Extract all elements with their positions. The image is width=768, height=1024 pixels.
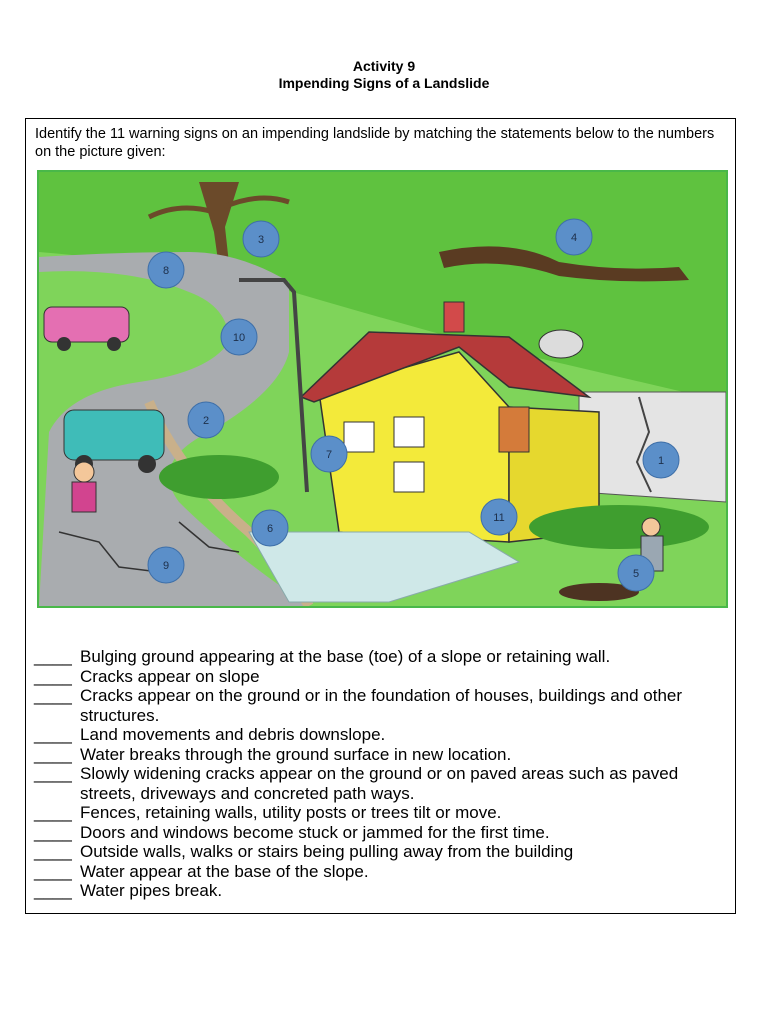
statement-item <box>34 803 734 823</box>
statement-text: Bulging ground appearing at the base (toe) of a slope or retaining wall. <box>80 647 611 666</box>
answer-blank[interactable]: ____ <box>34 822 72 842</box>
marker-label: 6 <box>266 523 274 535</box>
hedge-right <box>529 505 709 549</box>
marker-2 <box>188 402 224 438</box>
answer-blank[interactable]: ____ <box>34 803 72 822</box>
statement-text: Outside walls, walks or stairs being pulling away from the building <box>80 842 574 861</box>
answer-blank[interactable]: ____ <box>34 842 72 861</box>
door <box>499 407 529 452</box>
window-low <box>394 462 424 492</box>
answer-blank[interactable]: ____ <box>34 686 72 705</box>
statement-item <box>34 667 734 687</box>
statement-item <box>34 823 734 843</box>
statement-text: Fences, retaining walls, utility posts or trees tilt or move. <box>80 803 502 822</box>
marker-8 <box>148 252 184 288</box>
page-title: Impending Signs of a Landslide <box>278 75 490 91</box>
worker-head <box>642 518 660 536</box>
marker-11 <box>481 499 517 535</box>
activity-box <box>25 118 736 914</box>
marker-label: 3 <box>257 234 265 246</box>
teal-car <box>64 410 164 460</box>
statement-item <box>34 686 734 725</box>
statement-text: Water pipes break. <box>80 881 223 900</box>
marker-label: 1 <box>657 455 665 467</box>
child-body <box>72 482 96 512</box>
statement-item <box>34 647 734 667</box>
statement-list <box>34 647 734 901</box>
answer-blank[interactable]: ____ <box>34 861 72 881</box>
window-right <box>394 417 424 447</box>
window-left <box>344 422 374 452</box>
marker-label: 9 <box>162 560 170 572</box>
marker-1 <box>643 442 679 478</box>
marker-7 <box>311 436 347 472</box>
statement-text: Water appear at the base of the slope. <box>80 861 369 881</box>
landslide-illustration <box>37 170 728 608</box>
satellite-dish <box>539 330 583 358</box>
statement-text: Cracks appear on the ground or in the foundation of houses, buildings and other structures. <box>80 686 683 725</box>
statement-text: Water breaks through the ground surface in new location. <box>80 744 512 764</box>
statement-text: Slowly widening cracks appear on the ground or on paved areas such as paved streets, driveways and concreted path ways. <box>80 764 679 803</box>
marker-5 <box>618 555 654 591</box>
statement-text: Cracks appear on slope <box>80 666 260 686</box>
chimney <box>444 302 464 332</box>
marker-label: 11 <box>493 512 505 524</box>
statement-item <box>34 862 734 882</box>
child-head <box>74 462 94 482</box>
car-wheel <box>138 455 156 473</box>
answer-blank[interactable]: ____ <box>34 666 72 686</box>
answer-blank[interactable]: ____ <box>34 725 72 744</box>
answer-blank[interactable]: ____ <box>34 764 72 783</box>
answer-blank[interactable]: ____ <box>34 744 72 764</box>
hedge-left <box>159 455 279 499</box>
activity-number: Activity 9 <box>352 58 416 74</box>
answer-blank[interactable]: ____ <box>34 647 72 666</box>
marker-3 <box>243 221 279 257</box>
marker-label: 7 <box>325 449 333 461</box>
marker-9 <box>148 547 184 583</box>
marker-label: 4 <box>570 232 578 244</box>
statement-item <box>34 725 734 745</box>
marker-label: 10 <box>232 332 246 344</box>
instructions: Identify the 11 warning signs on an impending landslide by matching the statements below to the numbers on the picture given: <box>35 126 715 160</box>
marker-6 <box>252 510 288 546</box>
marker-10 <box>221 319 257 355</box>
van-wheel <box>57 337 71 351</box>
marker-label: 8 <box>162 265 170 277</box>
statement-item <box>34 745 734 765</box>
statement-text: Land movements and debris downslope. <box>80 725 386 744</box>
answer-blank[interactable]: ____ <box>34 881 72 900</box>
marker-label: 2 <box>202 415 210 427</box>
statement-text: Doors and windows become stuck or jammed for the first time. <box>80 822 550 842</box>
statement-item <box>34 881 734 901</box>
van-wheel <box>107 337 121 351</box>
statement-item <box>34 842 734 862</box>
statement-item <box>34 764 734 803</box>
pink-van <box>44 307 129 342</box>
marker-4 <box>556 219 592 255</box>
marker-label: 5 <box>632 568 640 580</box>
